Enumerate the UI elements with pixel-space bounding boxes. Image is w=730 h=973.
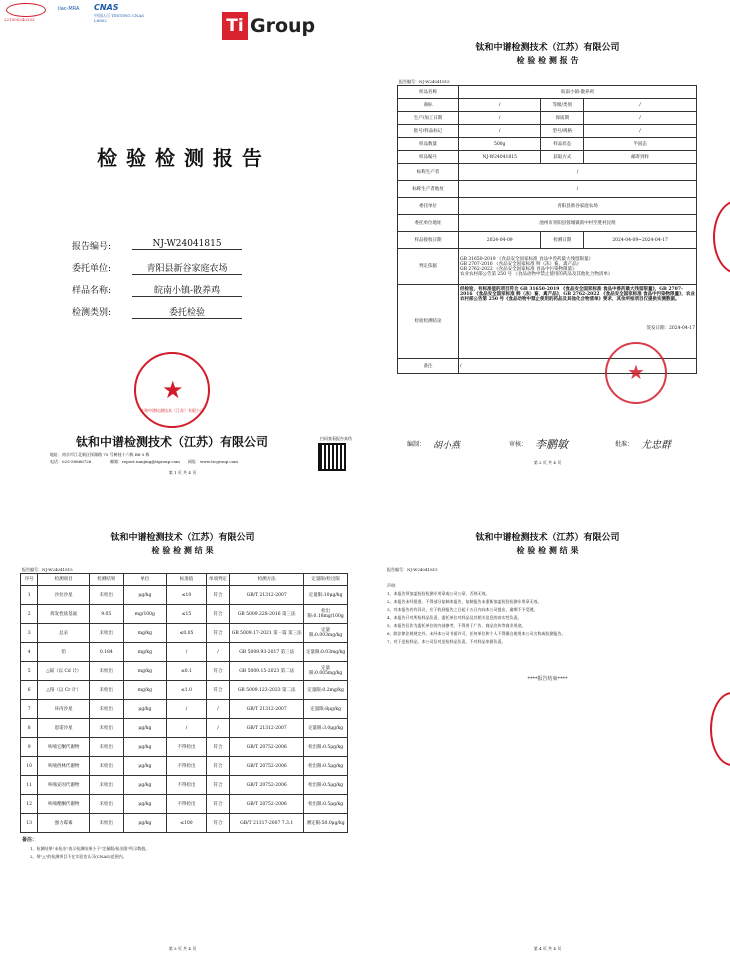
cell: GB 5009.15-2023 第二法 bbox=[230, 662, 304, 681]
header-cell: 定量限/检出限 bbox=[304, 574, 348, 586]
declaration-item: 4、本报告只对所检样品负责，委托单位对样品及其相关信息的真实性负责。 bbox=[387, 615, 522, 620]
cell: GB 5009.228-2016 第三法 bbox=[230, 605, 304, 624]
cell: μg/kg bbox=[123, 719, 167, 738]
cell: 检出限:0.18mg/100g bbox=[304, 605, 348, 624]
table-row bbox=[21, 700, 348, 719]
cell: / bbox=[167, 643, 207, 662]
cell: / bbox=[459, 112, 541, 125]
declaration-title: 声明： bbox=[387, 583, 399, 588]
table-row bbox=[21, 662, 348, 681]
field-label: 检测类别: bbox=[72, 308, 112, 318]
editor-label: 编制： bbox=[407, 441, 426, 448]
cell: 强力霉素 bbox=[38, 814, 90, 833]
stamp-star-icon: ★ bbox=[627, 360, 645, 384]
basis-line: 农业农村部公告第 250 号 《食品动物中禁止使用的药品及其他化合物清单》 bbox=[460, 271, 613, 277]
cell: 定量限:3.0μg/kg bbox=[304, 719, 348, 738]
results-body bbox=[21, 586, 348, 833]
cell: 2024-04-09~2024-04-17 bbox=[584, 232, 697, 249]
declaration-item: 3、对本报告若有异议，应于收到报告之日起十五日内向本公司提出，逾期不予受理。 bbox=[387, 607, 538, 612]
stamp-star-icon: ★ bbox=[162, 376, 184, 404]
qr-caption: 扫码查看报告真伪 bbox=[320, 436, 352, 441]
cell: 2024-04-09 bbox=[459, 232, 541, 249]
cell: 符合 bbox=[206, 738, 229, 757]
report-no: 报告编号：NJ-W24041815 bbox=[22, 567, 73, 572]
company-header: 钛和中谱检测技术（江苏）有限公司 bbox=[475, 43, 620, 53]
table-row bbox=[398, 232, 697, 249]
header-cell: 检测项目 bbox=[38, 574, 90, 586]
field-sample bbox=[72, 280, 312, 302]
cell: 符合 bbox=[206, 814, 229, 833]
cell: 检出限:0.5μg/kg bbox=[304, 776, 348, 795]
cell: 9.05 bbox=[90, 605, 124, 624]
declaration-block bbox=[387, 583, 707, 644]
basis-line: GB 31650-2019 《食品安全国家标准 食品中兽药最大残留限量》 bbox=[460, 256, 593, 262]
qr-code[interactable] bbox=[318, 443, 346, 471]
cell: 定量限:0.005mg/kg bbox=[304, 662, 348, 681]
table-row bbox=[21, 738, 348, 757]
declaration-item: 5、本报告仅作为委托单位的内部参考，不得用于广告、商品宣传等商业用途。 bbox=[387, 623, 526, 628]
cell: 样品编号 bbox=[398, 151, 459, 164]
summary-table bbox=[397, 85, 697, 374]
field-client bbox=[72, 258, 312, 280]
table-row bbox=[398, 86, 697, 99]
cell: / bbox=[584, 112, 697, 125]
declaration-item: 2、本报告未经批准，不得部分复制本报告，复制报告未重新加盖检验检测专用章无效。 bbox=[387, 599, 542, 604]
cell: GB/T 20752-2006 bbox=[230, 776, 304, 795]
cell: mg/kg bbox=[123, 624, 167, 643]
table-row bbox=[21, 605, 348, 624]
header-cell: 序号 bbox=[21, 574, 38, 586]
cover-page bbox=[0, 0, 365, 487]
cell: 符合 bbox=[206, 776, 229, 795]
cell: μg/kg bbox=[123, 757, 167, 776]
cell: GB/T 21312-2007 bbox=[230, 719, 304, 738]
cell: 未检出 bbox=[90, 586, 124, 605]
cell: 半固态 bbox=[584, 138, 697, 151]
cell: mg/kg bbox=[123, 643, 167, 662]
declaration-page bbox=[365, 487, 730, 973]
company-header: 钛和中谱检测技术（江苏）有限公司 bbox=[475, 533, 620, 543]
edge-stamp bbox=[713, 200, 730, 274]
table-row bbox=[21, 586, 348, 605]
table-row bbox=[21, 795, 348, 814]
cell: 沙拉沙星 bbox=[38, 586, 90, 605]
cell: / bbox=[206, 643, 229, 662]
brand-mark: Ti bbox=[222, 12, 248, 40]
cell: 未检出 bbox=[90, 662, 124, 681]
cell: 符合 bbox=[206, 757, 229, 776]
cell: △镉（以 Cd 计） bbox=[38, 662, 90, 681]
cell: 定量限:0.2mg/kg bbox=[304, 681, 348, 700]
header-cell: 检测方法 bbox=[230, 574, 304, 586]
issue-date: 签发日期：2024-04-17 bbox=[646, 326, 695, 331]
cell: ≤0.1 bbox=[167, 662, 207, 681]
cell: μg/kg bbox=[123, 586, 167, 605]
table-row bbox=[21, 719, 348, 738]
cell: 定量限:8μg/kg bbox=[304, 700, 348, 719]
cell: ≤15 bbox=[167, 605, 207, 624]
cell: 检测日期 bbox=[541, 232, 584, 249]
cell: 未检出 bbox=[90, 795, 124, 814]
cell: 13 bbox=[21, 814, 38, 833]
cell: 定量限:0.03mg/kg bbox=[304, 643, 348, 662]
results-page bbox=[0, 487, 365, 973]
cell: 不得检出 bbox=[167, 738, 207, 757]
cell: 呋喃唑酮代谢物 bbox=[38, 795, 90, 814]
brand-name: Group bbox=[250, 15, 316, 37]
cell: mg/kg bbox=[123, 681, 167, 700]
cover-web: 网址：www.ticgroup.com bbox=[188, 459, 238, 464]
cell: 7 bbox=[21, 700, 38, 719]
field-label: 样品名称: bbox=[72, 286, 112, 296]
cover-email: 邮箱：report.nanjing@tigroup.com bbox=[110, 459, 180, 464]
table-row bbox=[398, 151, 697, 164]
cell: ≤10 bbox=[167, 586, 207, 605]
field-label: 报告编号: bbox=[72, 242, 112, 252]
cover-company: 钛和中谱检测技术（江苏）有限公司 bbox=[76, 435, 269, 449]
cell: 呋喃妥因代谢物 bbox=[38, 776, 90, 795]
company-stamp bbox=[134, 352, 210, 428]
cell: 获取方式 bbox=[541, 151, 584, 164]
cell: 12 bbox=[21, 795, 38, 814]
summary-page bbox=[365, 0, 730, 487]
page-number: 第 3 页 共 4 页 bbox=[168, 946, 197, 951]
cell: 备注 bbox=[398, 359, 459, 374]
cell: / bbox=[584, 99, 697, 112]
cell: 未检出 bbox=[90, 776, 124, 795]
cell: 不得检出 bbox=[167, 795, 207, 814]
conclusion-cell bbox=[459, 285, 697, 359]
cell: 定量限:0.003mg/kg bbox=[304, 624, 348, 643]
cell: ≤0.05 bbox=[167, 624, 207, 643]
cell: μg/kg bbox=[123, 776, 167, 795]
cnas-sub: 中国认可 TESTING CNAS L8802 bbox=[94, 13, 145, 23]
note-line: 1、检测结果"未检出"表示检测结果小于"定量限/检出限"所示数值。 bbox=[30, 846, 150, 851]
cell: / bbox=[206, 700, 229, 719]
cell: 符合 bbox=[206, 795, 229, 814]
cell: 保质期 bbox=[541, 112, 584, 125]
cell: 样品接收日期 bbox=[398, 232, 459, 249]
cell: 检出限:0.5μg/kg bbox=[304, 757, 348, 776]
cell: / bbox=[459, 359, 697, 374]
ilac-logo: ilac-MRA bbox=[58, 6, 80, 12]
cell: 8 bbox=[21, 719, 38, 738]
cell: μg/kg bbox=[123, 738, 167, 757]
field-category bbox=[72, 302, 312, 324]
cell: 10 bbox=[21, 757, 38, 776]
cell: 未检出 bbox=[90, 719, 124, 738]
cell: mg/kg bbox=[123, 662, 167, 681]
field-value: NJ-W24041815 bbox=[132, 239, 242, 250]
cert-mark: 221000340153 bbox=[4, 17, 35, 22]
cell: 符合 bbox=[206, 662, 229, 681]
cell: / bbox=[459, 164, 697, 181]
cell: GB/T 21312-2007 bbox=[230, 700, 304, 719]
cell: 呋喃它酮代谢物 bbox=[38, 738, 90, 757]
cover-phone: 电话：025-58866726 bbox=[50, 459, 92, 464]
company-stamp bbox=[605, 342, 667, 404]
cell: μg/kg bbox=[123, 700, 167, 719]
cell: 委托单位 bbox=[398, 198, 459, 215]
cell: 型号/规格 bbox=[541, 125, 584, 138]
cell: 符合 bbox=[206, 586, 229, 605]
page-number: 第 2 页 共 4 页 bbox=[533, 460, 562, 465]
table-row bbox=[21, 643, 348, 662]
cell: 9 bbox=[21, 738, 38, 757]
basis-cell bbox=[459, 249, 697, 285]
field-value: 委托检验 bbox=[132, 305, 242, 319]
cell: GB/T 21317-2007 7.3.1 bbox=[230, 814, 304, 833]
cell: 检出限:0.5μg/kg bbox=[304, 795, 348, 814]
cell: 铅 bbox=[38, 643, 90, 662]
cell: 呋喃西林代谢物 bbox=[38, 757, 90, 776]
cell: mg/100g bbox=[123, 605, 167, 624]
table-row bbox=[21, 681, 348, 700]
cell: / bbox=[459, 181, 697, 198]
cell: 测定限:50.0μg/kg bbox=[304, 814, 348, 833]
results-table bbox=[20, 573, 348, 833]
table-row bbox=[398, 138, 697, 151]
cell: 0.184 bbox=[90, 643, 124, 662]
table-row bbox=[21, 757, 348, 776]
cell: GB 5009.123-2023 第二法 bbox=[230, 681, 304, 700]
cell: 生产/加工日期 bbox=[398, 112, 459, 125]
field-value: 青阳县新谷家庭农场 bbox=[132, 261, 242, 275]
table-row bbox=[21, 776, 348, 795]
cell: GB 5009.93-2017 第三法 bbox=[230, 643, 304, 662]
cell: ≤1.0 bbox=[167, 681, 207, 700]
page-title: 检 验 检 测 结 果 bbox=[151, 545, 214, 555]
cell: 委托单位地址 bbox=[398, 215, 459, 232]
cell: ≤100 bbox=[167, 814, 207, 833]
cell: 1 bbox=[21, 586, 38, 605]
field-value: 皖南小镇-散养鸡 bbox=[132, 283, 242, 297]
cell: 标称生产者地址 bbox=[398, 181, 459, 198]
cell: / bbox=[167, 700, 207, 719]
cell: 样品数量 bbox=[398, 138, 459, 151]
cell: 不得检出 bbox=[167, 757, 207, 776]
cell: 符合 bbox=[206, 605, 229, 624]
cell: 样品状态 bbox=[541, 138, 584, 151]
cell: 总汞 bbox=[38, 624, 90, 643]
table-row bbox=[398, 198, 697, 215]
cell: / bbox=[167, 719, 207, 738]
declaration-item: 7、对于送检样品，本公司仅对送检样品负责，不对样品来源负责。 bbox=[387, 639, 506, 644]
page-title: 检 验 检 测 结 果 bbox=[516, 545, 579, 555]
declaration-item: 6、除法律法规规定外，未经本公司书面许可，任何单位和个人不得擅自使用本公司名称或检测报告。 bbox=[387, 631, 566, 636]
field-report-no bbox=[72, 236, 312, 258]
cell: GB/T 21312-2007 bbox=[230, 586, 304, 605]
cover-title: 检 验 检 测 报 告 bbox=[97, 146, 263, 170]
cell: 6 bbox=[21, 681, 38, 700]
editor-signature: 胡小燕 bbox=[433, 441, 461, 451]
page-number: 第 1 页 共 4 页 bbox=[168, 470, 197, 475]
cover-fields bbox=[72, 236, 312, 324]
cell: 商标 bbox=[398, 99, 459, 112]
cell: 符合 bbox=[206, 681, 229, 700]
cover-address: 地址：南京市江北新区探湖路 75 号树桂十六栋 B8-3 栋 bbox=[50, 452, 150, 457]
basis-line: GB 2707-2016 《食品安全国家标准 鲜（冻）畜、禽产品》 bbox=[460, 261, 582, 267]
cell: 未检出 bbox=[90, 738, 124, 757]
cell: 未检出 bbox=[90, 700, 124, 719]
page-number: 第 4 页 共 4 页 bbox=[533, 946, 562, 951]
cell: 检验检测结论 bbox=[398, 285, 459, 359]
basis-line: GB 2762-2022 《食品安全国家标准 食品中污染物限量》 bbox=[460, 266, 577, 272]
report-no: 报告编号：NJ-W24041815 bbox=[399, 79, 450, 84]
table-row bbox=[398, 215, 697, 232]
report-end: ****报告结束**** bbox=[527, 676, 568, 682]
cell: / bbox=[459, 99, 541, 112]
cell: GB 5009.17-2021 第一篇 第三法 bbox=[230, 624, 304, 643]
header-cell: 单项判定 bbox=[206, 574, 229, 586]
cell: μg/kg bbox=[123, 795, 167, 814]
cell: μg/kg bbox=[123, 814, 167, 833]
cell: 样品名称 bbox=[398, 86, 459, 99]
cell: 4 bbox=[21, 643, 38, 662]
cell: 挥发性盐基氮 bbox=[38, 605, 90, 624]
reviewer-signature: 李鹏敏 bbox=[535, 438, 568, 451]
cell: 3 bbox=[21, 624, 38, 643]
approver-signature: 尤忠群 bbox=[641, 440, 671, 451]
cell: 未检出 bbox=[90, 681, 124, 700]
cell: △铬（以 Cr 计） bbox=[38, 681, 90, 700]
reviewer-label: 审核： bbox=[509, 441, 528, 448]
company-header: 钛和中谱检测技术（江苏）有限公司 bbox=[110, 533, 255, 543]
cell: 等级/类别 bbox=[541, 99, 584, 112]
table-row bbox=[398, 112, 697, 125]
declaration-item: 1、本报告须加盖检验检测专用章或公司公章，否则无效。 bbox=[387, 591, 490, 596]
field-label: 委托单位: bbox=[72, 264, 112, 274]
approver-label: 批准： bbox=[615, 441, 634, 448]
page-title: 检 验 检 测 报 告 bbox=[516, 55, 579, 65]
cell: / bbox=[459, 125, 541, 138]
cell: 未检出 bbox=[90, 757, 124, 776]
cell: 恩诺沙星 bbox=[38, 719, 90, 738]
cell: 11 bbox=[21, 776, 38, 795]
cell: 未检出 bbox=[90, 814, 124, 833]
cell: 符合 bbox=[206, 624, 229, 643]
cell: 不得检出 bbox=[167, 776, 207, 795]
cell: 500g bbox=[459, 138, 541, 151]
header-cell: 标准值 bbox=[167, 574, 207, 586]
table-row bbox=[398, 125, 697, 138]
table-row bbox=[21, 624, 348, 643]
cma-logo bbox=[6, 3, 46, 17]
cnas-logo: CNAS bbox=[94, 3, 119, 12]
cell: GB/T 20752-2006 bbox=[230, 795, 304, 814]
cell: 池州市青阳县蓉城镇新中村至胜村民组 bbox=[459, 215, 697, 232]
cell: 青阳县新谷家庭农场 bbox=[459, 198, 697, 215]
cell: 标称生产者 bbox=[398, 164, 459, 181]
header-cell: 单位 bbox=[123, 574, 167, 586]
cell: 5 bbox=[21, 662, 38, 681]
cell: GB/T 20752-2006 bbox=[230, 738, 304, 757]
cell: 判定依据 bbox=[398, 249, 459, 285]
cell: 2 bbox=[21, 605, 38, 624]
cell: 环丙沙星 bbox=[38, 700, 90, 719]
table-header-row bbox=[21, 574, 348, 586]
table-row bbox=[398, 249, 697, 285]
note-line: 2、带"△"的检测项目不在实验室认可(CNAS)范围内。 bbox=[30, 854, 127, 859]
table-row bbox=[398, 164, 697, 181]
cell: 邮寄到样 bbox=[584, 151, 697, 164]
stamp-text: 钛和中谱检测技术（江苏）有限公司 bbox=[140, 408, 204, 413]
cell: / bbox=[584, 125, 697, 138]
table-row bbox=[398, 181, 697, 198]
table-row bbox=[398, 99, 697, 112]
cell: 检出限:0.5μg/kg bbox=[304, 738, 348, 757]
cell: 定量限:10μg/kg bbox=[304, 586, 348, 605]
cell: / bbox=[206, 719, 229, 738]
table-row bbox=[21, 814, 348, 833]
report-no: 报告编号：NJ-W24041815 bbox=[387, 567, 438, 572]
cell: 未检出 bbox=[90, 624, 124, 643]
notes-title: 备注： bbox=[22, 837, 38, 843]
cell: 皖南小镇-散养鸡 bbox=[459, 86, 697, 99]
conclusion-text: 经检验，有标准值的项目符合 GB 31650-2019 《食品安全国家标准 食品中兽药最大残留限量》，GB 2707-2016 《食品安全国家标准 鲜（冻）畜、禽产品》，GB 2762-2022 《食品安全国家标准 食品中污染物限量》，农业农村部公告第 250 号《食品动物中禁止使用的药品及其他化合物清单》要求，其余所检项目仅提供实测数据。 bbox=[460, 287, 695, 302]
cell: GB/T 20752-2006 bbox=[230, 757, 304, 776]
header-cell: 检测结果 bbox=[90, 574, 124, 586]
cell: 批号/样品标记 bbox=[398, 125, 459, 138]
edge-stamp bbox=[710, 692, 730, 766]
cell: NJ-W24041815 bbox=[459, 151, 541, 164]
